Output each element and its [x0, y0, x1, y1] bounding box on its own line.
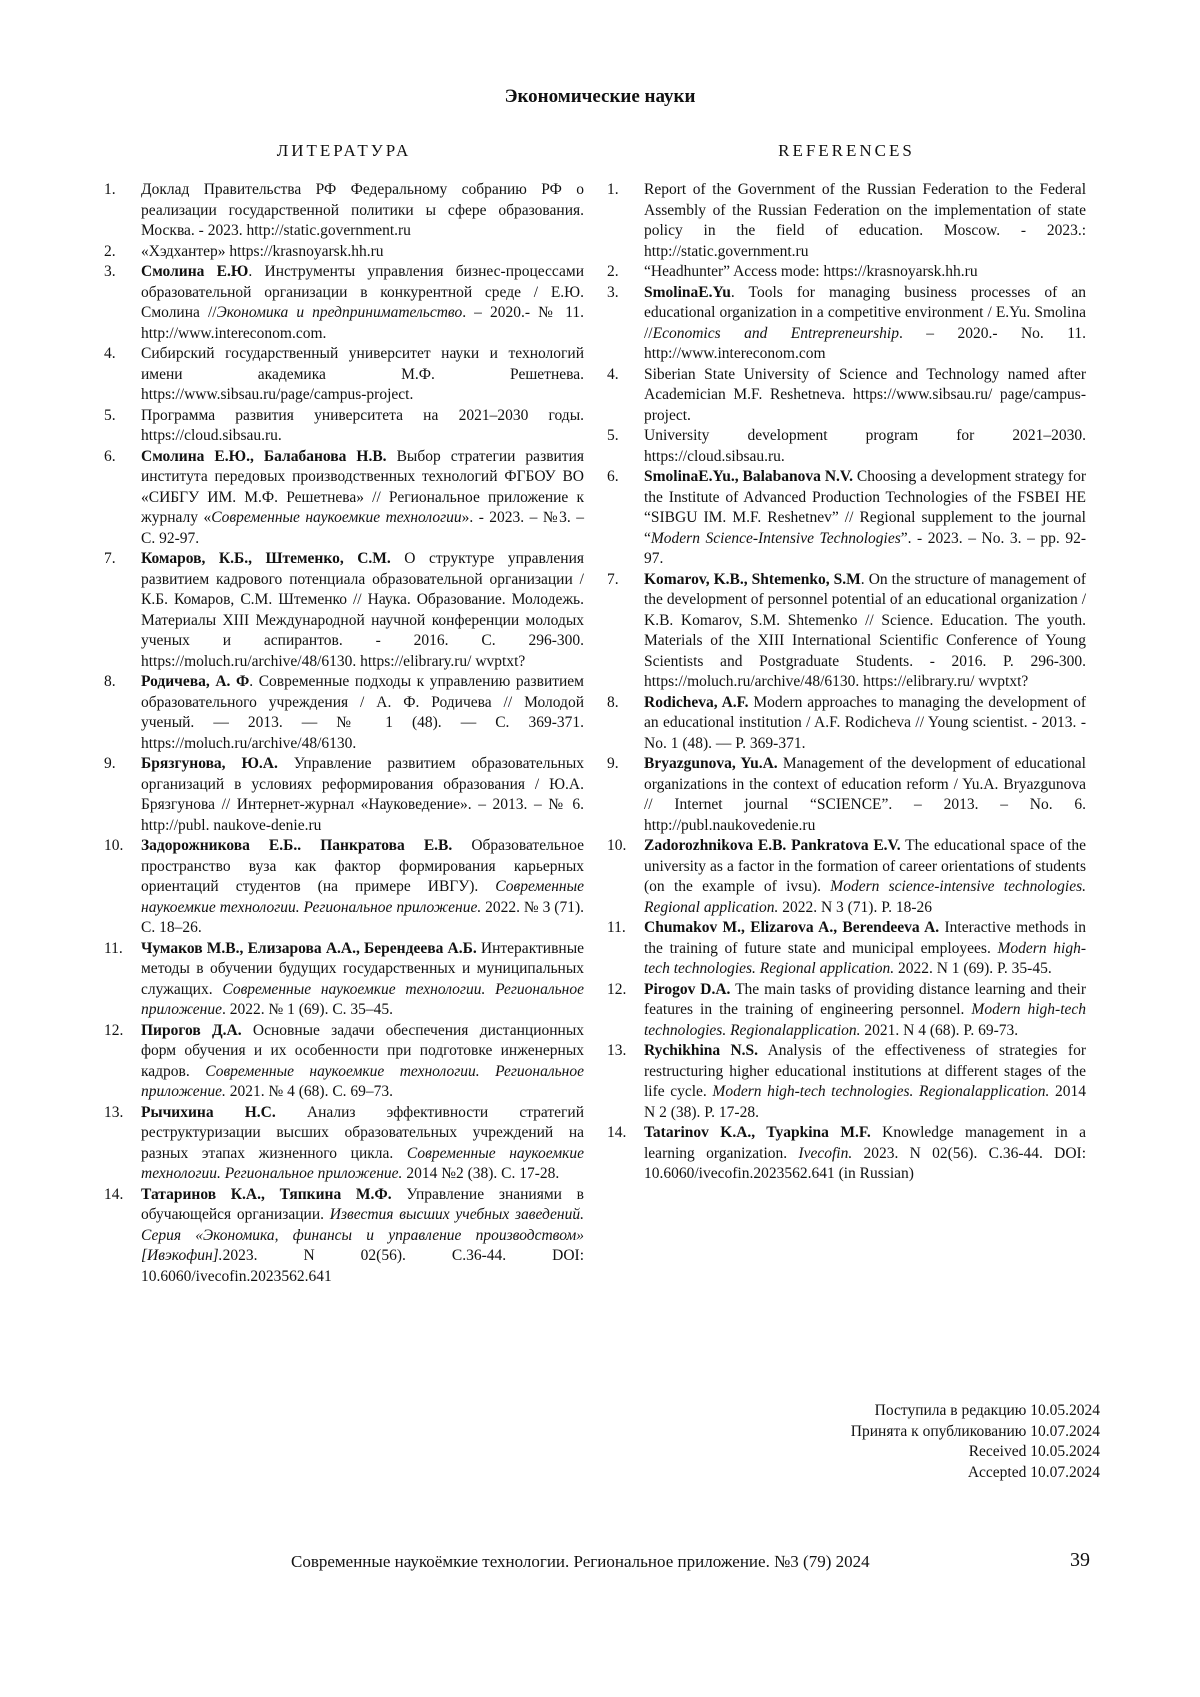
- reference-source: Ivecofin.: [798, 1144, 853, 1162]
- reference-number: 6.: [607, 468, 619, 485]
- reference-author: Chumakov M., Elizarova A., Berendeeva A.: [644, 919, 940, 936]
- reference-source: Экономика и предпринимательство: [216, 304, 463, 321]
- reference-source: Современные наукоемкие технологии. Региональное приложение.: [141, 1144, 584, 1182]
- reference-number: 8.: [607, 693, 619, 711]
- reference-text: [141, 836, 584, 939]
- reference-author: Пирогов Д.А.: [141, 1021, 242, 1039]
- reference-body: Программа развития университета на 2021–2030 годы. https://cloud.sibsau.ru.: [141, 406, 584, 444]
- reference-author: Задорожникова Е.Б.. Панкратова Е.В.: [141, 837, 453, 854]
- reference-source: Современные наукоемкие технологии: [211, 509, 462, 526]
- reference-body: Анализ эффективности стратегий реструктуризации высших образовательных учреждений на разных этапах жизненного цикла.: [141, 1103, 585, 1162]
- reference-item: [607, 1123, 1086, 1185]
- reference-text: [141, 754, 584, 836]
- reference-text: [644, 980, 1086, 1042]
- reference-tail: . 2022. № 1 (69). С. 35–45.: [221, 1001, 394, 1018]
- reference-text: [644, 283, 1086, 365]
- reference-body: «Хэдхантер» https://krasnoyarsk.hh.ru: [141, 242, 384, 260]
- reference-source: Modern Science-Intensive Technologies: [650, 529, 901, 547]
- reference-number: 10.: [104, 837, 124, 854]
- reference-item: [104, 1021, 584, 1103]
- reference-author: Rodicheva, A.F.: [644, 693, 749, 711]
- reference-body: . Tools for managing business processes of an educational organization in a competitive environment / E.Yu. Smolina //: [644, 283, 1086, 342]
- reference-body: “Headhunter” Access mode: https://krasnoyarsk.hh.ru: [644, 263, 978, 280]
- reference-number: 12.: [607, 980, 627, 998]
- references-heading: REFERENCES: [778, 141, 915, 160]
- reference-number: 5.: [607, 427, 619, 444]
- reference-number: 5.: [104, 406, 116, 424]
- reference-item: [104, 406, 584, 447]
- reference-number: 14.: [607, 1124, 627, 1141]
- reference-text: [644, 426, 1086, 467]
- reference-number: 4.: [607, 365, 619, 383]
- reference-tail: 2023. N 02(56). C.36-44. DOI: 10.6060/ivecofin.2023562.641 (in Russian): [644, 1144, 1086, 1182]
- reference-body: Основные задачи обеспечения дистанционных форм обучения и их особенности при подготовке инженерных кадров.: [141, 1021, 584, 1080]
- reference-number: 7.: [607, 570, 619, 588]
- reference-item: [104, 1103, 584, 1185]
- reference-source: Modern science-intensive technologies. Regional application.: [644, 878, 1086, 916]
- reference-number: 8.: [104, 673, 116, 690]
- reference-body: The main tasks of providing distance learning and their features in the training of engineering personnel.: [644, 980, 1086, 1018]
- reference-number: 13.: [607, 1042, 627, 1059]
- reference-body: Knowledge management in a learning organization.: [644, 1124, 1087, 1162]
- reference-tail: 2022. N 1 (69). P. 35-45.: [894, 960, 1052, 977]
- reference-author: Смолина Е.Ю: [141, 263, 249, 280]
- reference-text: [141, 939, 584, 1021]
- reference-item: [607, 426, 1086, 467]
- reference-number: 10.: [607, 837, 627, 854]
- reference-body: University development program for 2021–2030. https://cloud.sibsau.ru.: [644, 427, 1086, 465]
- reference-item: [607, 570, 1086, 693]
- reference-item: [104, 242, 584, 263]
- reference-text: [141, 447, 584, 550]
- reference-body: Choosing a development strategy for the Institute of Advanced Production Technologies of the FSBEI HE “SIBGU IM. M.F. Reshetnev” // Regional supplement to the journal “: [644, 468, 1086, 547]
- reference-item: [607, 980, 1086, 1042]
- reference-tail: . – 2020.- No. 11. http://www.intereconom.com: [644, 324, 1086, 362]
- reference-text: [644, 262, 1086, 283]
- reference-item: [607, 180, 1086, 262]
- reference-author: Смолина Е.Ю., Балабанова Н.В.: [141, 447, 387, 465]
- reference-text: [644, 918, 1086, 980]
- reference-tail: 2022. N 3 (71). P. 18-26: [778, 898, 933, 916]
- literature-column-ru: [104, 141, 584, 1287]
- reference-number: 4.: [104, 345, 116, 362]
- reference-body: Сибирский государственный университет науки и технологий имени академика М.Ф. Решетнева. https://www.sibsau.ru/page/campus-project.: [141, 345, 584, 403]
- reference-tail: 2023. N 02(56). С.36-44. DOI: 10.6060/ivecofin.2023562.641: [141, 1247, 584, 1285]
- reference-item: [104, 1185, 584, 1288]
- submission-dates: [851, 1401, 1100, 1483]
- reference-text: [141, 672, 584, 754]
- reference-source: Современные наукоемкие технологии. Региональное приложение: [141, 980, 584, 1018]
- reference-author: Брязгунова, Ю.А.: [141, 755, 278, 772]
- reference-number: 1.: [607, 181, 619, 198]
- reference-body: Управление знаниями в обучающейся организации.: [141, 1185, 584, 1223]
- reference-item: [607, 283, 1086, 365]
- reference-text: [644, 836, 1086, 918]
- reference-text: [141, 1021, 584, 1103]
- reference-author: Pirogov D.A.: [644, 980, 731, 998]
- section-title: Экономические науки: [504, 86, 696, 107]
- reference-text: [141, 344, 584, 406]
- reference-body: The educational space of the university as a factor in the formation of career orientations of students (on the example of ivsu).: [644, 837, 1086, 895]
- reference-author: Tatarinov K.A., Tyapkina M.F.: [644, 1124, 871, 1141]
- reference-item: [607, 365, 1086, 427]
- reference-number: 2.: [607, 263, 619, 280]
- received-date-ru: Поступила в редакцию 10.05.2024: [874, 1402, 1100, 1419]
- reference-body: Интерактивные методы в обучении будущих государственных и муниципальных служащих.: [141, 939, 584, 998]
- reference-item: [104, 344, 584, 406]
- page-number: 39: [1070, 1549, 1090, 1571]
- reference-body: Выбор стратегии развития института передовых производственных технологий ФГБОУ ВО «СИБГУ ИМ. М.Ф. Решетнева» // Региональное приложение к журналу «: [141, 447, 584, 526]
- reference-number: 9.: [104, 755, 116, 772]
- reference-author: Рычихина Н.С.: [141, 1103, 276, 1121]
- reference-source: Современные наукоемкие технологии. Региональное приложение.: [141, 878, 584, 916]
- reference-author: Bryazgunova, Yu.A.: [644, 755, 778, 772]
- reference-item: [104, 672, 584, 754]
- reference-text: [644, 365, 1086, 427]
- reference-author: Чумаков М.В., Елизарова А.А., Берендеева А.Б.: [141, 939, 477, 957]
- journal-name: Современные наукоёмкие технологии. Региональное приложение. №3 (79) 2024: [291, 1552, 870, 1571]
- reference-author: Zadorozhnikova E.B. Pankratova E.V.: [644, 837, 901, 854]
- reference-body: Report of the Government of the Russian Federation to the Federal Assembly of the Russian Federation on the implementation of state policy in the field of education. Moscow. - 2023.: http://static.government.ru: [644, 181, 1086, 260]
- reference-tail: 2014 N 2 (38). P. 17-28.: [644, 1083, 1087, 1121]
- reference-author: SmolinaE.Yu., Balabanova N.V.: [644, 468, 853, 485]
- reference-body: Analysis of the effectiveness of strategies for restructuring higher educational institutions at different stages of the life cycle.: [644, 1042, 1086, 1100]
- accepted-date-en: Accepted 10.07.2024: [967, 1463, 1100, 1481]
- reference-number: 12.: [104, 1021, 124, 1039]
- reference-text: [141, 262, 584, 344]
- reference-body: Management of the development of educational organizations in the context of education reform / Yu.A. Bryazgunova // Internet journal “SCIENCE”. – 2013. – No. 6. http://publ.naukovedenie.ru: [644, 755, 1086, 834]
- reference-tail: ». - 2023. – №3. – С. 92-97.: [141, 509, 584, 547]
- reference-tail: . – 2020.- № 11. http://www.intereconom.com.: [141, 304, 584, 342]
- reference-number: 11.: [607, 919, 626, 936]
- reference-item: [607, 754, 1086, 836]
- reference-item: [104, 262, 584, 344]
- reference-text: [141, 1103, 584, 1185]
- references-list: [607, 180, 1086, 1185]
- reference-text: [141, 406, 584, 447]
- reference-body: Siberian State University of Science and Technology named after Academician M.F. Reshetneva. https://www.sibsau.ru/ page/campus-project.: [644, 365, 1086, 424]
- reference-body: Доклад Правительства РФ Федеральному собранию РФ о реализации государственной политики ы сфере образования. Москва. - 2023. http://static.government.ru: [141, 181, 584, 239]
- reference-text: [141, 549, 584, 672]
- reference-body: Interactive methods in the training of future state and municipal employees.: [644, 919, 1086, 957]
- reference-item: [104, 447, 584, 550]
- reference-number: 7.: [104, 550, 116, 567]
- reference-number: 1.: [104, 181, 116, 198]
- reference-text: [644, 693, 1086, 755]
- reference-number: 2.: [104, 242, 116, 260]
- reference-tail: 2014 №2 (38). С. 17-28.: [402, 1165, 560, 1182]
- reference-item: [607, 693, 1086, 755]
- reference-tail: 2021. N 4 (68). P. 69-73.: [860, 1021, 1019, 1039]
- literature-heading: ЛИТЕРАТУРА: [276, 141, 412, 160]
- reference-body: Образовательное пространство вуза как фактор формирования карьерных ориентаций студентов (на примере ИВГУ).: [141, 837, 584, 895]
- reference-text: [644, 570, 1086, 693]
- reference-author: Родичева, А. Ф: [141, 673, 250, 690]
- reference-item: [104, 180, 584, 242]
- accepted-date-ru: Принята к опубликованию 10.07.2024: [850, 1422, 1100, 1440]
- received-date-en: Received 10.05.2024: [968, 1443, 1100, 1460]
- reference-body: Modern approaches to managing the development of an educational institution / A.F. Rodicheva // Young scientist. - 2013. - No. 1 (48). — P. 369-371.: [644, 693, 1086, 752]
- reference-tail: 2021. № 4 (68). С. 69–73.: [225, 1083, 394, 1100]
- reference-text: [644, 754, 1086, 836]
- reference-tail: 2022. № 3 (71). С. 18–26.: [141, 898, 584, 936]
- reference-item: [607, 836, 1086, 918]
- reference-source: Modern high-tech technologies. Regionalapplication.: [644, 1001, 1087, 1039]
- reference-body: О структуре управления развитием кадрового потенциала образовательной организации / К.Б. Комаров, С.М. Штеменко // Наука. Образование. Молодежь. Материалы XIII Международной научной конференции молодых ученых и аспирантов. - 2016. С. 296-300. https://moluch.ru/archive/48/6130. https://elibrary.ru/ wvptxt?: [141, 550, 584, 670]
- literature-list: [104, 180, 584, 1287]
- reference-author: Rychikhina N.S.: [644, 1042, 759, 1059]
- reference-item: [607, 1041, 1086, 1123]
- reference-author: Татаринов К.А., Тяпкина М.Ф.: [141, 1185, 392, 1203]
- reference-text: [141, 180, 584, 242]
- reference-item: [104, 836, 584, 939]
- reference-text: [141, 242, 584, 263]
- reference-source: Modern high-tech technologies. Regional application.: [644, 939, 1086, 977]
- reference-source: Известия высших учебных заведений. Серия «Экономика, финансы и управление производством» [Ивэкофин].: [141, 1206, 584, 1264]
- reference-text: [644, 1123, 1086, 1185]
- reference-number: 13.: [104, 1103, 124, 1121]
- reference-number: 6.: [104, 447, 116, 465]
- reference-text: [644, 1041, 1086, 1123]
- reference-body: Управление развитием образовательных организаций в условиях реформирования образования / Ю.А. Брязгунова // Интернет-журнал «Науковедение». – 2013. – № 6. http://publ. naukove-denie.ru: [141, 755, 584, 834]
- references-column-en: [607, 141, 1086, 1185]
- reference-text: [644, 180, 1086, 262]
- reference-item: [104, 549, 584, 672]
- reference-source: Modern high-tech technologies. Regionalapplication.: [712, 1083, 1050, 1100]
- reference-author: Комаров, К.Б., Штеменко, С.М.: [141, 550, 391, 567]
- page-footer: [0, 1549, 1200, 1576]
- reference-source: Economics and Entrepreneurship: [652, 324, 899, 342]
- reference-tail: ”. - 2023. – No. 3. – pp. 92-97.: [644, 529, 1086, 567]
- reference-item: [607, 262, 1086, 283]
- reference-item: [607, 918, 1086, 980]
- reference-text: [141, 1185, 584, 1288]
- reference-text: [644, 467, 1086, 570]
- reference-author: Komarov, K.B., Shtemenko, S.M: [644, 570, 861, 588]
- reference-number: 3.: [104, 263, 116, 280]
- reference-number: 11.: [104, 939, 123, 957]
- reference-author: SmolinaE.Yu: [644, 283, 731, 301]
- reference-source: Современные наукоемкие технологии. Региональное приложение.: [141, 1062, 585, 1100]
- reference-body: . Инструменты управления бизнес-процессами образовательной организации в конкурентной среде / Е.Ю. Смолина //: [141, 263, 584, 321]
- reference-item: [104, 754, 584, 836]
- reference-item: [607, 467, 1086, 570]
- reference-number: 3.: [607, 283, 619, 301]
- reference-body: . On the structure of management of the development of personnel potential of an educational organization / K.B. Komarov, S.M. Shtemenko // Science. Education. The youth. Materials of the XIII International Scientific Conference of Young Scientists and Postgraduate Students. - 2016. P. 296-300. https://moluch.ru/archive/48/6130. https://elibrary.ru/ wvptxt?: [644, 570, 1086, 690]
- reference-number: 14.: [104, 1185, 124, 1203]
- reference-body: . Современные подходы к управлению развитием образовательного учреждения / А. Ф. Родичева // Молодой ученый. — 2013. — № 1 (48). — С. 369-371. https://moluch.ru/archive/48/6130.: [141, 673, 584, 752]
- reference-number: 9.: [607, 755, 619, 772]
- reference-item: [104, 939, 584, 1021]
